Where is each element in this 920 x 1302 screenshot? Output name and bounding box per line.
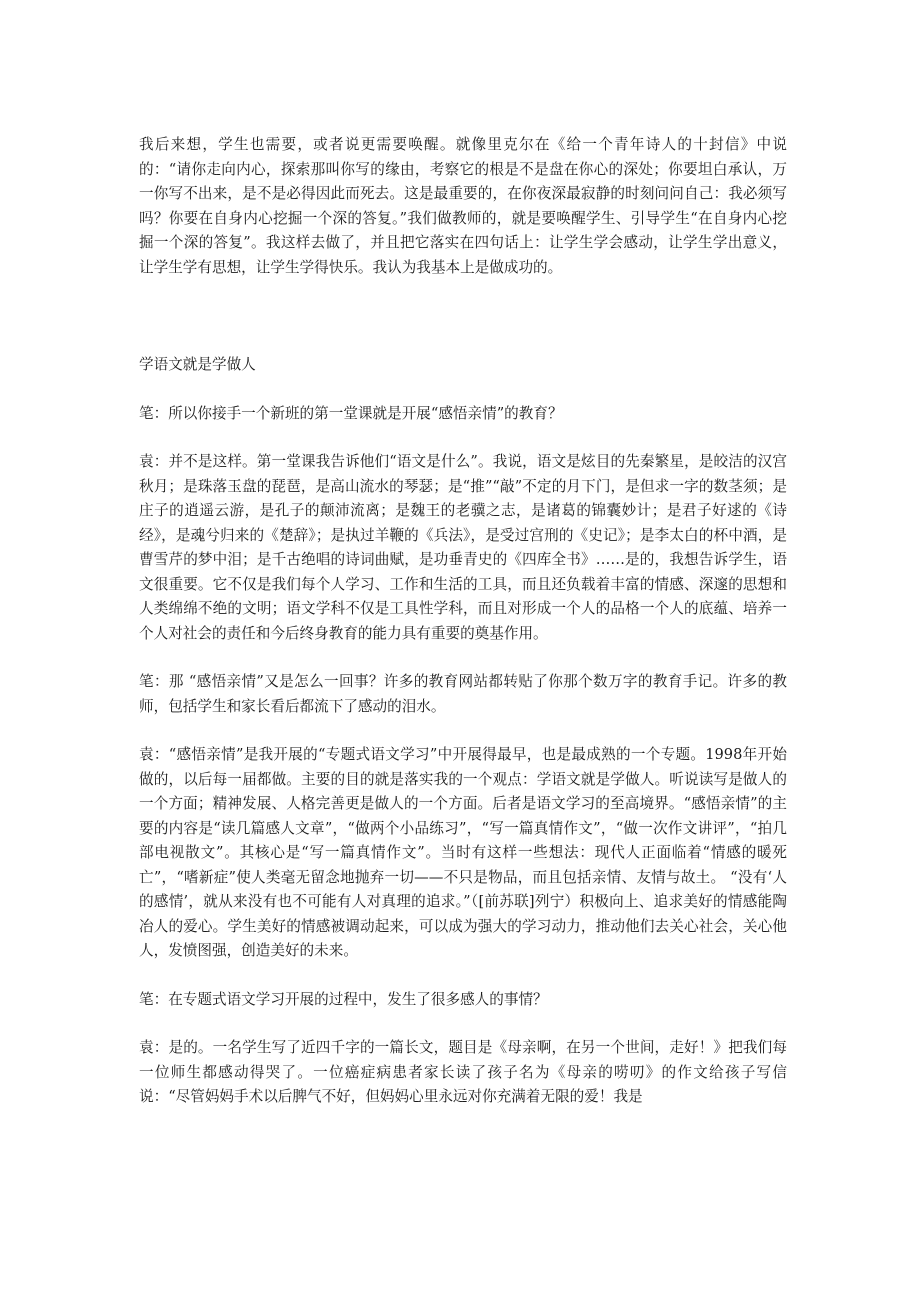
paragraph-spacer <box>139 426 787 450</box>
paragraph-question-family-affection: 笔：那 “感悟亲情”又是怎么一回事？许多的教育网站都转贴了你那个数万字的教育手记。许多的教师，包括学生和家长看后都流下了感动的泪水。 <box>139 673 787 715</box>
document-page <box>139 133 787 1110</box>
paragraph-answer-topic-learning: 袁：“感悟亲情”是我开展的“专题式语文学习”中开展得最早，也是最成熟的一个专题。1998年开始做的，以后每一届都做。主要的目的就是落实我的一个观点：学语文就是学做人。听说读写是做人的一个方面；精神发展、人格完善更是做人的一个方面。后者是语文学习的至高境界。“感悟亲情”的主要的内容是“读几篇感人文章”，“做两个小品练习”，“写一篇真情作文”，“做一次作文讲评”，“拍几部电视散文”。其核心是“写一篇真情作文”。当时有这样一些想法：现代人正面临着“情感的暖死亡”，“嗜新症”使人类毫无留念地抛弃一切——不只是物品，而且包括亲情、友情与故土。 “没有‘人的感情’，就从来没有也不可能有人对真理的追求。”（[前苏联]列宁）积极向上、追求美好的情感能陶冶人的爱心。学生美好的情感被调动起来，可以成为强大的学习动力，推动他们去关心社会，关心他人，发愤图强，创造美好的未来。 <box>139 746 787 959</box>
paragraph-question-touching-stories: 笔：在专题式语文学习开展的过程中，发生了很多感人的事情？ <box>139 990 548 1008</box>
paragraph-spacer <box>139 964 787 988</box>
paragraph-answer-what-is-chinese: 袁：并不是这样。第一堂课我告诉他们“语文是什么”。我说，语文是炫目的先秦繁星，是皎洁的汉宫秋月；是珠落玉盘的琵琶，是高山流水的琴瑟；是“推”“敲”不定的月下门，是但求一字的数茎须；是庄子的逍遥云游，是孔子的颠沛流离；是魏王的老骥之志，是诸葛的锦囊妙计；是君子好逑的《诗经》，是魂兮归来的《楚辞》；是执过羊鞭的《兵法》，是受过宫刑的《史记》；是李太白的杯中酒，是曹雪芹的梦中泪；是千古绝唱的诗词曲赋，是功垂青史的《四库全书》……是的，我想告诉学生，语文很重要。它不仅是我们每个人学习、工作和生活的工具，而且还负载着丰富的情感、深邃的思想和人类绵绵不绝的文明；语文学科不仅是工具性学科，而且对形成一个人的品格一个人的底蕴、培养一个人对社会的责任和今后终身教育的能力具有重要的奠基作用。 <box>139 453 787 642</box>
section-spacer <box>139 280 787 353</box>
paragraph-answer-student-essay: 袁：是的。一名学生写了近四千字的一篇长文，题目是《母亲啊，在另一个世间，走好！》把我们每一位师生都感动得哭了。一位癌症病患者家长读了孩子名为《母亲的唠叨》的作文给孩子写信说：“尽管妈妈手术以后脾气不好，但妈妈心里永远对你充满着无限的爱！我是 <box>139 1039 787 1105</box>
paragraph-spacer <box>139 646 787 670</box>
paragraph-awakening: 我后来想，学生也需要，或者说更需要唤醒。就像里克尔在《给一个青年诗人的十封信》中说的：“请你走向内心，探索那叫你写的缘由，考察它的根是不是盘在你心的深处；你要坦白承认，万一你写不出来，是不是必得因此而死去。这是最重要的，在你夜深最寂静的时刻问问自己：我必须写吗？你要在自身内心挖掘一个深的答复。”我们做教师的，就是要唤醒学生、引导学生“在自身内心挖掘一个深的答复”。我这样去做了，并且把它落实在四句话上：让学生学会感动，让学生学出意义，让学生学有思想，让学生学得快乐。我认为我基本上是做成功的。 <box>139 136 787 276</box>
paragraph-spacer <box>139 378 787 402</box>
section-heading: 学语文就是学做人 <box>139 356 256 373</box>
paragraph-question-first-class: 笔：所以你接手一个新班的第一堂课就是开展“感悟亲情”的教育？ <box>139 404 563 422</box>
paragraph-spacer <box>139 719 787 743</box>
paragraph-spacer <box>139 1012 787 1036</box>
